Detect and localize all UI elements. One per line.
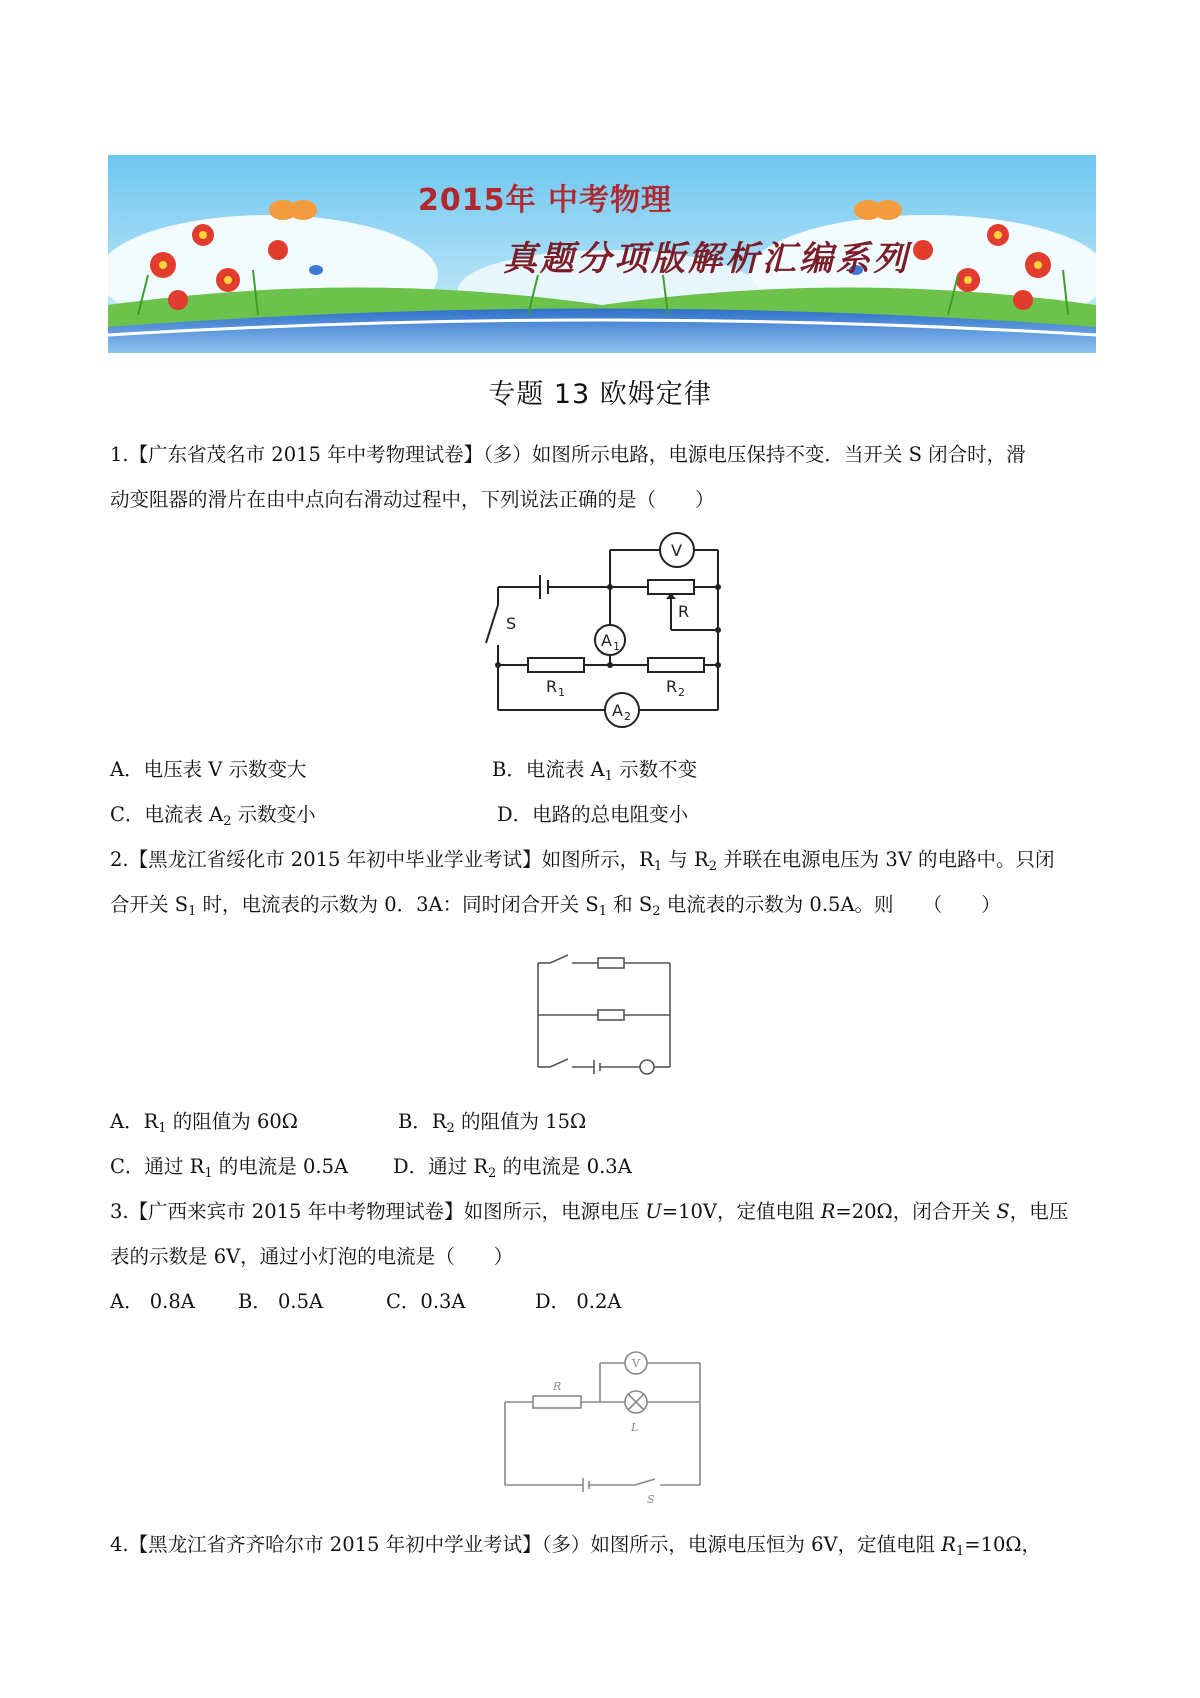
q1-line1: 1.【广东省茂名市 2015 年中考物理试卷】（多）如图所示电路，电源电压保持不变．当开关 S 闭合时，滑 <box>110 443 1026 466</box>
q1-circuit-diagram <box>470 525 750 740</box>
q3-line1: 3.【广西来宾市 2015 年中考物理试卷】如图所示，电源电压 U=10V，定值电阻 R=20Ω，闭合开关 S，电压 <box>110 1200 1069 1223</box>
voltmeter-label: V <box>671 541 682 560</box>
q3-option-d: D． 0.2A <box>535 1290 622 1313</box>
header-banner <box>108 155 1096 353</box>
q2-circuit-diagram <box>530 945 680 1075</box>
rheostat-label: R <box>678 602 690 621</box>
ammeter-a2-sub: 2 <box>624 710 631 723</box>
q3-option-a: A． 0.8A <box>110 1290 195 1313</box>
q2-option-c: C．通过 $R_1$ 的电流是 0.5A <box>110 1155 349 1181</box>
ammeter-a2-label: A <box>612 701 623 720</box>
q2-line1: 2.【黑龙江省绥化市 2015 年初中毕业学业考试】如图所示，$R_1$ 与 $R_2$ 并联在电源电压为 3V 的电路中。只闭 <box>110 848 1055 874</box>
q2-line2: 合开关 $S_1$ 时，电流表的示数为 0．3A：同时闭合开关 $S_1$ 和 $S_2$ 电流表的示数为 0.5A。则 （ ） <box>110 893 1001 919</box>
page-title: 专题 13 欧姆定律 <box>488 379 712 410</box>
q3-lamp-label: L <box>631 1421 639 1434</box>
switch-label: S <box>506 614 517 633</box>
q1-line2: 动变阻器的滑片在由中点向右滑动过程中，下列说法正确的是（ ） <box>110 488 715 511</box>
q3-circuit-diagram <box>495 1335 725 1505</box>
resistor-r2-sub: 2 <box>678 686 685 699</box>
q3-option-b: B． 0.5A <box>238 1290 324 1313</box>
resistor-r1-label: R <box>546 677 558 696</box>
q3-line2: 表的示数是 6V，通过小灯泡的电流是（ ） <box>110 1245 514 1268</box>
banner-subtitle: 真题分项版解析汇编系列 <box>503 239 910 279</box>
ammeter-a1-label: A <box>601 631 612 650</box>
q3-voltmeter-label: V <box>632 1357 640 1370</box>
q3-resistor-label: R <box>553 1380 562 1393</box>
resistor-r1-sub: 1 <box>558 686 565 699</box>
q2-option-b: B．$R_2$ 的阻值为 15Ω <box>398 1110 587 1136</box>
q4-line1: 4.【黑龙江省齐齐哈尔市 2015 年初中学业考试】（多）如图所示，电源电压恒为 6V，定值电阻 $R_1=10\Omega$， <box>110 1533 1042 1559</box>
q2-option-d: D．通过 $R_2$ 的电流是 0.3A <box>393 1155 632 1181</box>
q3-option-c: C．0.3A <box>386 1290 466 1313</box>
q1-option-d: D．电路的总电阻变小 <box>497 803 689 826</box>
q3-switch-label: S <box>647 1493 655 1505</box>
q1-option-b: B．电流表 $A_1$ 示数不变 <box>492 758 698 784</box>
q2-option-a: A．$R_1$ 的阻值为 60Ω <box>110 1110 298 1136</box>
banner-title: 2015年 中考物理 <box>418 183 672 218</box>
ammeter-a1-sub: 1 <box>613 640 620 653</box>
q1-option-c: C．电流表 $A_2$ 示数变小 <box>110 803 316 829</box>
resistor-r2-label: R <box>666 677 678 696</box>
q1-option-a: A．电压表 V 示数变大 <box>110 758 307 781</box>
